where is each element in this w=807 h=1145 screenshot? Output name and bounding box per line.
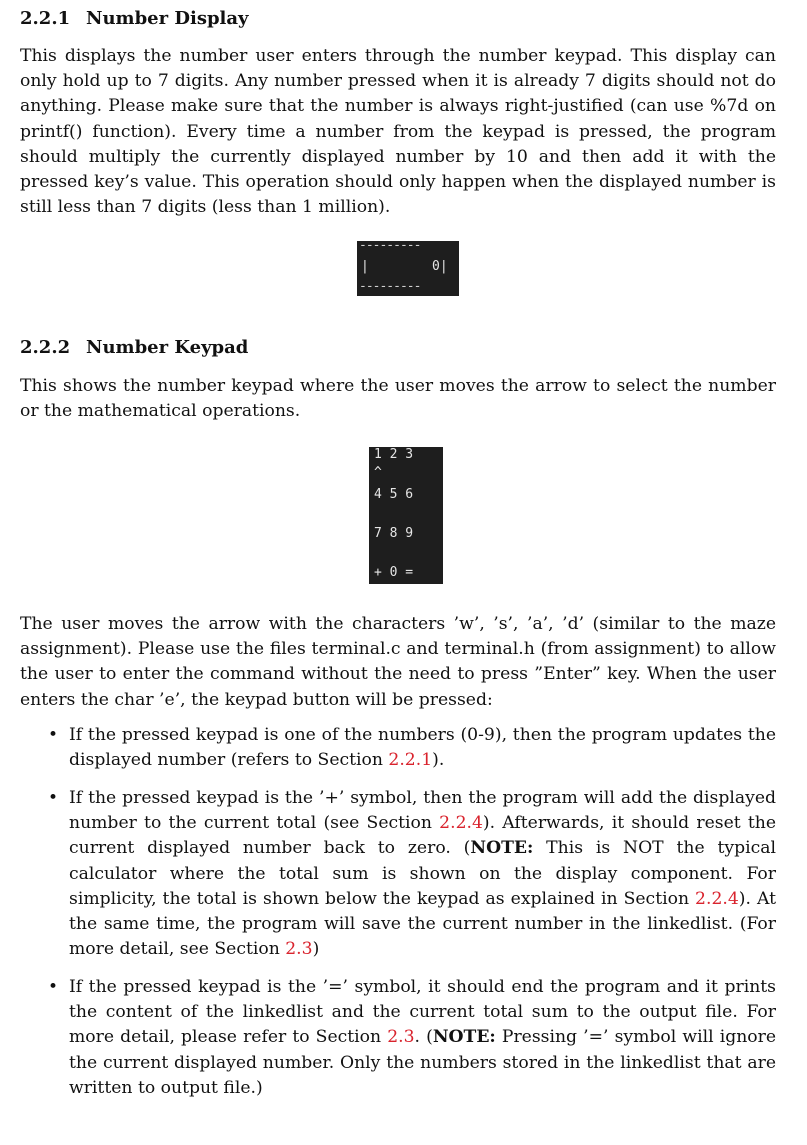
- display-top-border: ---------: [359, 238, 421, 253]
- keypad-controls-paragraph: The user moves the arrow with the characters ’w’, ’s’, ’a’, ’d’ (similar to the maze assignment). Please use the files terminal.c and terminal.h (from assignment) to allow the user to enter the command without the need to press ”Enter” key. When the user enters the char ’e’, the keypad button will be pressed:: [20, 614, 776, 710]
- keypad-row-3: 7 8 9: [374, 526, 414, 541]
- display-value: 0|: [432, 259, 448, 274]
- note-label: NOTE:: [432, 1027, 496, 1048]
- list-item-number-keys: • If the pressed keypad is one of the numbers (0-9), then the program updates the displayed number (refers to Section 2.2.1).: [48, 725, 776, 771]
- number-display-paragraph: This displays the number user enters through the number keypad. This display can only hold up to 7 digits. Any number pressed when it is already 7 digits should not do anything. Please make sure that the number is always right-justified (can use %7d on printf() function). Every time a number from the keypad is pressed, the program should multiply the currently displayed number by 10 and then add it with the pressed key’s value. This operation should only happen when the displayed number is still less than 7 digits (less than 1 million).: [20, 46, 776, 218]
- bullet-icon: •: [48, 977, 59, 998]
- list-item-plus-key: • If the pressed keypad is the ’+’ symbol, then the program will add the displayed number to the current total (see Section 2.2.4). Afterwards, it should reset the current displayed number back to zero. (NOTE: This is NOT the typical calculator where the total sum is shown on the display component. For simplicity, the total is shown below the keypad as explained in Section 2.2.4). At the same time, the program will save the current number in the linkedlist. (For more detail, see Section 2.3): [48, 788, 777, 960]
- list-item-equals-key: • If the pressed keypad is the ’=’ symbol, it should end the program and it prints the content of the linkedlist and the current total sum to the output file. For more detail, please refer to Section 2.3. (NOTE: Pressing ’=’ symbol will ignore the current displayed number. Only the numbers stored in the linkedlist that are written to output file.): [48, 977, 777, 1098]
- keypad-row-2: 4 5 6: [374, 487, 414, 502]
- section-heading-2-2-1: [20, 8, 249, 29]
- section-link[interactable]: 2.2.4: [439, 813, 483, 834]
- number-keypad-screenshot: [369, 447, 443, 584]
- section-link[interactable]: 2.3: [285, 939, 313, 960]
- section-link[interactable]: 2.2.4: [695, 888, 739, 909]
- section-title: Number Display: [86, 8, 249, 29]
- section-number: 2.2.1: [20, 8, 71, 29]
- note-label: NOTE:: [470, 838, 534, 859]
- section-title: Number Keypad: [86, 337, 249, 358]
- keypad-row-1: 1 2 3: [374, 447, 414, 462]
- number-display-screenshot: [357, 238, 459, 296]
- keypad-action-list: [20, 723, 776, 1114]
- bullet-icon: •: [48, 788, 59, 808]
- section-link[interactable]: 2.2.1: [388, 750, 433, 771]
- section-link[interactable]: 2.3: [387, 1027, 415, 1048]
- section-number: 2.2.2: [20, 337, 71, 358]
- bullet-icon: •: [48, 725, 59, 745]
- display-bottom-border: ---------: [359, 279, 421, 294]
- section-heading-2-2-2: [20, 337, 248, 358]
- keypad-arrow: ^: [374, 465, 382, 480]
- keypad-row-4: + 0 =: [374, 565, 414, 580]
- display-left-bar: |: [361, 259, 369, 274]
- number-keypad-paragraph: This shows the number keypad where the user moves the arrow to select the number or the mathematical operations.: [20, 376, 776, 422]
